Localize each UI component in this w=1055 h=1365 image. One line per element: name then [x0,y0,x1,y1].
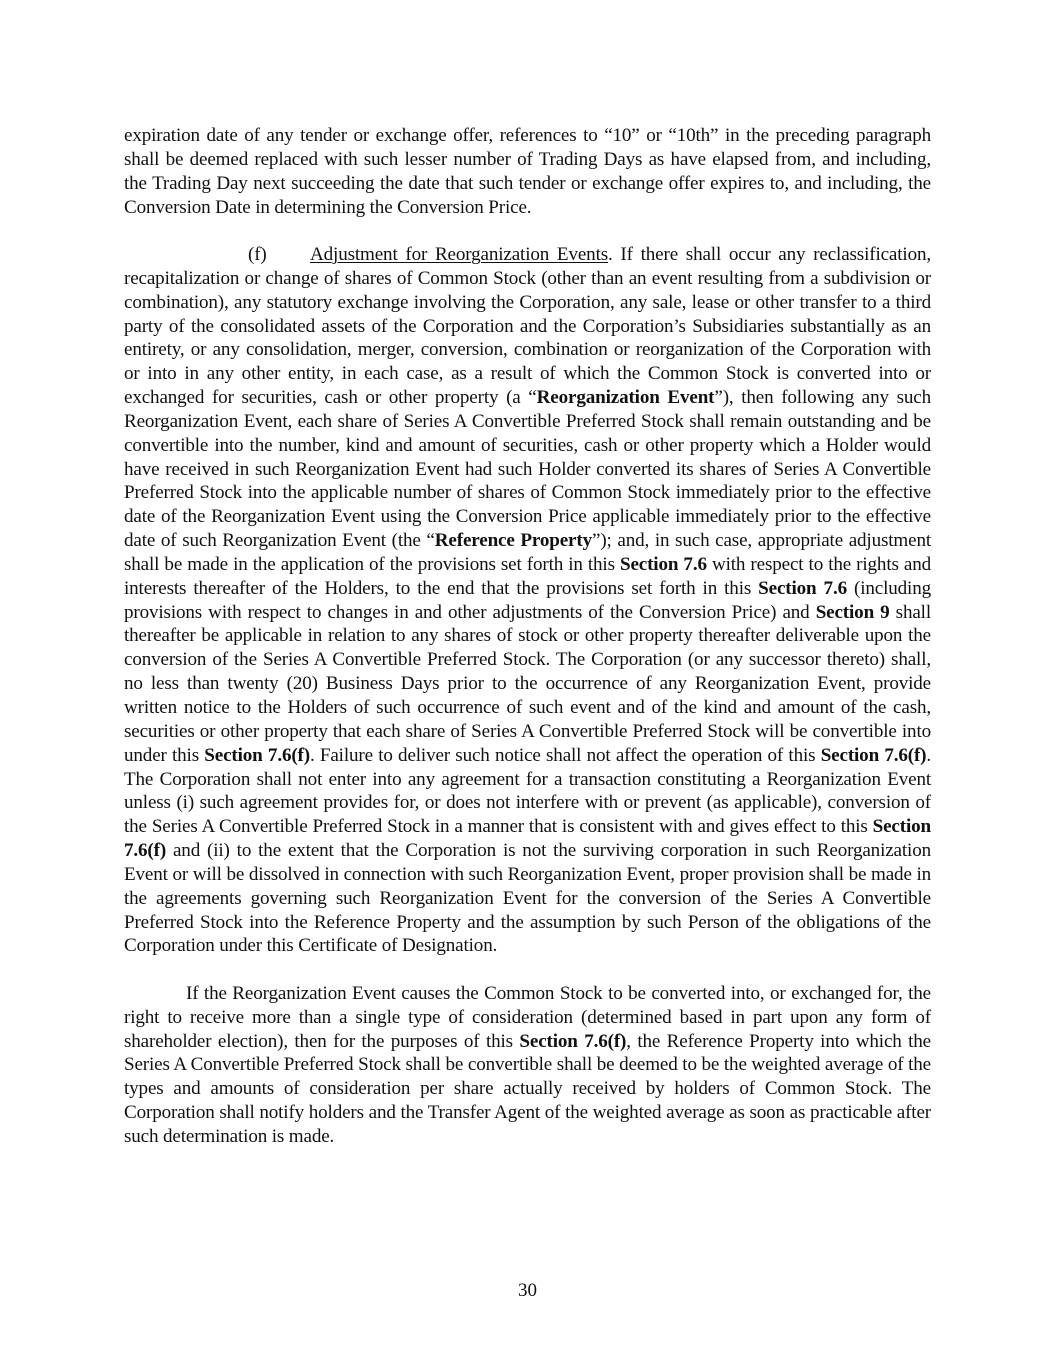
text-run: and (ii) to the extent that the Corporation is not the surviving corporation in such Reorganization Event or will be dissolved in connection with such Reorganization Event, proper provision shall be made in the agreements governing such Reorganization Event for the conversion of the Series A Convertible Preferred Stock into the Reference Property and the assumption by such Person of the obligations of the Corporation under this Certificate of Designation. [124,840,931,957]
defined-term: Reorganization Event [536,387,715,409]
section-f-heading: Adjustment for Reorganization Events [310,243,609,265]
paragraph-continuation [124,124,931,219]
text-run: (including provisions with respect to changes in and other adjustments of the Conversion Price) and [124,577,932,623]
text-run: . If there shall occur any reclassification, recapitalization or change of shares of Common Stock (other than an event resulting from a subdivision or combination), any statutory exchange involving the Corporation, any sale, lease or other transfer to a third party of the consolidated assets of the Corporation and the Corporation’s Subsidiaries substantially as an entirety, or any consolidation, merger, conversion, combination or reorganization of the Corporation with or into in any other entity, in each case, as a result of which the Common Stock is converted into or exchanged for securities, cash or other property (a “ [124,243,931,409]
section-f-paragraph [124,243,931,958]
defined-term: Section 9 [815,601,890,623]
text-run: ”), then following any such Reorganization Event, each share of Series A Convertible Preferred Stock shall remain outstanding and be convertible into the number, kind and amount of securities, cash or other property which a Holder would have received in such Reorganization Event had such Holder converted its shares of Series A Convertible Preferred Stock into the applicable number of shares of Common Stock immediately prior to the effective date of the Reorganization Event using the Conversion Price applicable immediately prior to the effective date of such Reorganization Event (the “ [124,387,931,552]
text-run: If the Reorganization Event causes the Common Stock to be converted into, or exchanged for, the right to receive more than a single type of consideration (determined based in part upon any form of shareholder election), then for the purposes of this [124,982,931,1052]
defined-term: Section 7.6(f) [820,744,927,766]
text-run: with respect to the rights and interests thereafter of the Holders, to the end that the provisions set forth in this [124,553,931,599]
defined-term: Section 7.6(f) [204,744,310,766]
text-run: , the Reference Property into which the Series A Convertible Preferred Stock shall be convertible shall be deemed to be the weighted average of the types and amounts of consideration per share actually received by holders of Common Stock. The Corporation shall notify holders and the Transfer Agent of the weighted average as soon as practicable after such determination is made. [124,1030,931,1147]
section-f-body [124,244,931,956]
text-run: ”); and, in such case, appropriate adjustment shall be made in the application of the provisions set forth in this [124,530,931,575]
defined-term: Section 7.6 [758,577,847,599]
section-f-label: (f) [248,243,267,265]
text-run: shall thereafter be applicable in relation to any shares of stock or other property thereafter deliverable upon the conversion of the Series A Convertible Preferred Stock. The Corporation (or any successor thereto) shall, no less than twenty (20) Business Days prior to the occurrence of any Reorganization Event, provide written notice to the Holders of such occurrence of such event and of the kind and amount of the cash, securities or other property that each share of Series A Convertible Preferred Stock will be convertible into under this [124,601,931,766]
paragraph-continuation-text: expiration date of any tender or exchange offer, references to “10” or “10th” in the preceding paragraph shall be deemed replaced with such lesser number of Trading Days as have elapsed from, and including, the Trading Day next succeeding the date that such tender or exchange offer expires to, and including, the Conversion Date in determining the Conversion Price. [124,125,931,218]
defined-term: Section 7.6(f) [519,1030,627,1052]
reference-property-body [124,983,931,1147]
text-run: . Failure to deliver such notice shall not affect the operation of this [309,744,821,766]
defined-term: Section 7.6(f) [124,816,931,862]
document-page [124,124,931,1149]
defined-term: Section 7.6 [619,553,707,575]
reference-property-paragraph [124,982,931,1149]
text-run: . The Corporation shall not enter into any agreement for a transaction constituting a Reorganization Event unless (i) such agreement provides for, or does not interfere with or prevent (as applicable), conversion of the Series A Convertible Preferred Stock in a manner that is consistent with and gives effect to this [124,744,932,838]
page-number: 30 [518,1280,537,1301]
defined-term: Reference Property [434,530,592,552]
